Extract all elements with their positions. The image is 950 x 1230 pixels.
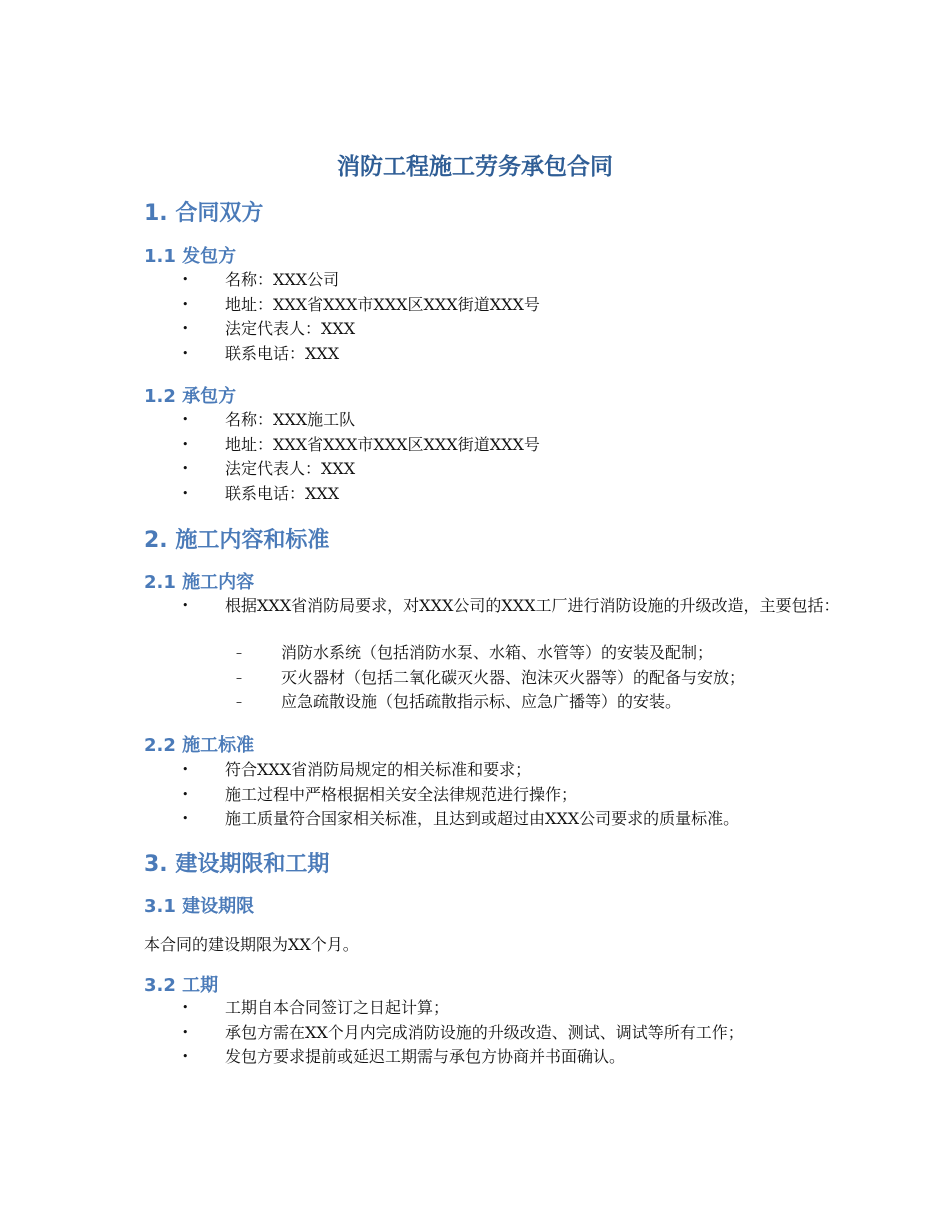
party-a-list bbox=[0, 268, 540, 366]
list-item: • 名称：XXX公司 bbox=[0, 268, 540, 293]
construction-standards-list bbox=[0, 758, 739, 832]
document-title: 消防工程施工劳务承包合同 bbox=[337, 154, 613, 180]
list-item: • 联系电话：XXX bbox=[0, 482, 540, 507]
list-subitem: – 应急疏散设施（包括疏散指示标、应急广播等）的安装。 bbox=[0, 690, 745, 715]
section-1-2-heading: 1.2 承包方 bbox=[144, 386, 237, 407]
section-2-heading: 2. 施工内容和标准 bbox=[144, 528, 330, 553]
list-item: • 发包方要求提前或延迟工期需与承包方协商并书面确认。 bbox=[0, 1045, 744, 1070]
construction-content-list bbox=[0, 594, 950, 619]
list-item: • 名称：XXX施工队 bbox=[0, 408, 540, 433]
section-2-1-heading: 2.1 施工内容 bbox=[144, 572, 255, 593]
section-3-2-heading: 3.2 工期 bbox=[144, 975, 219, 996]
list-item: • 法定代表人：XXX bbox=[0, 457, 540, 482]
section-1-heading: 1. 合同双方 bbox=[144, 201, 264, 226]
list-item: • 施工质量符合国家相关标准，且达到或超过由XXX公司要求的质量标准。 bbox=[0, 807, 739, 832]
list-item: • 根据XXX省消防局要求，对XXX公司的XXX工厂进行消防设施的升级改造，主要包括： bbox=[144, 594, 950, 619]
section-2-2-heading: 2.2 施工标准 bbox=[144, 735, 255, 756]
list-item: • 承包方需在XX个月内完成消防设施的升级改造、测试、调试等所有工作； bbox=[0, 1021, 744, 1046]
list-item: • 法定代表人：XXX bbox=[0, 317, 540, 342]
list-item: • 联系电话：XXX bbox=[0, 342, 540, 367]
party-b-list bbox=[0, 408, 540, 506]
list-subitem: – 灭火器材（包括二氧化碳灭火器、泡沫灭火器等）的配备与安放； bbox=[0, 666, 745, 691]
list-item: • 地址：XXX省XXX市XXX区XXX街道XXX号 bbox=[0, 433, 540, 458]
construction-subitems-list bbox=[0, 641, 745, 715]
section-1-1-heading: 1.1 发包方 bbox=[144, 246, 237, 267]
section-3-heading: 3. 建设期限和工期 bbox=[144, 852, 330, 877]
section-3-1-heading: 3.1 建设期限 bbox=[144, 896, 255, 917]
list-subitem: – 消防水系统（包括消防水泵、水箱、水管等）的安装及配制； bbox=[0, 641, 745, 666]
list-item: • 工期自本合同签订之日起计算； bbox=[0, 996, 744, 1021]
schedule-list bbox=[0, 996, 744, 1070]
construction-period-text: 本合同的建设期限为XX个月。 bbox=[144, 935, 359, 954]
list-item: • 施工过程中严格根据相关安全法律规范进行操作； bbox=[0, 783, 739, 808]
list-item: • 地址：XXX省XXX市XXX区XXX街道XXX号 bbox=[0, 293, 540, 318]
list-item: • 符合XXX省消防局规定的相关标准和要求； bbox=[0, 758, 739, 783]
